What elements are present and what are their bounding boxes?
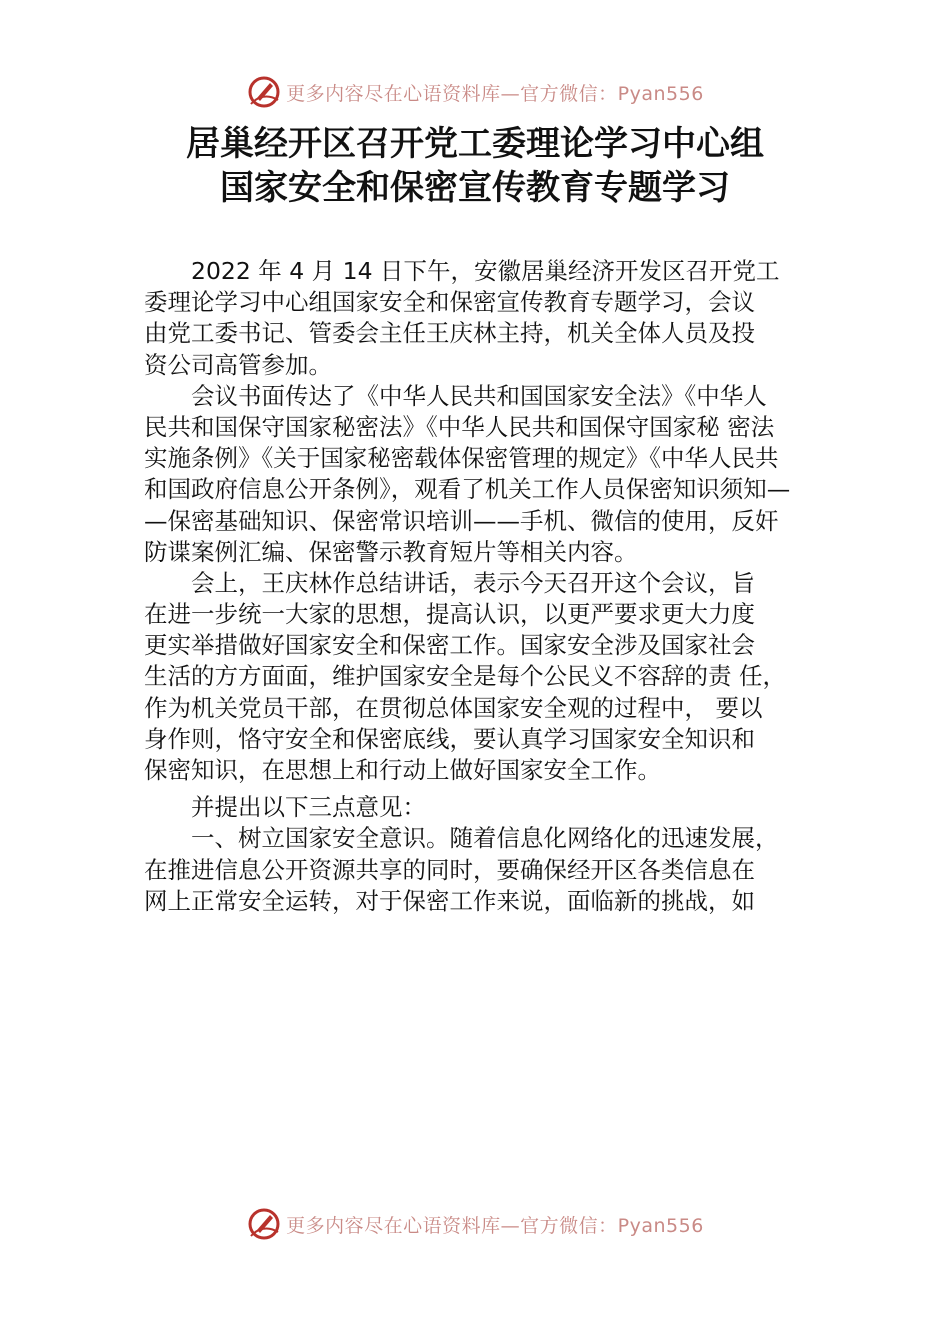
- watermark-wechat-id: Pyan556: [617, 82, 704, 105]
- paragraph-line: 并提出以下三点意见：: [144, 793, 426, 822]
- paragraph: [144, 823, 820, 917]
- header-watermark: [0, 72, 950, 112]
- title-line-1: 居巢经开区召开党工委理论学习中心组: [186, 124, 764, 164]
- paragraph: [144, 792, 820, 823]
- paragraph-line: 保密知识，在思想上和行动上做好国家安全工作。: [144, 756, 661, 784]
- paragraph-line: 会议书面传达了《中华人民共和国国家安全法》《中华人: [144, 381, 767, 410]
- paragraph: [144, 381, 820, 568]
- paragraph-line: 会上，王庆林作总结讲话，表示今天召开这个会议，旨: [144, 568, 755, 597]
- paragraph-line: 由党工委书记、管委会主任王庆林主持，机关全体人员及投: [144, 319, 755, 348]
- watermark-text: 更多内容尽在心语资料库—官方微信：Pyan556: [286, 1214, 704, 1237]
- watermark-text: 更多内容尽在心语资料库—官方微信：Pyan556: [286, 82, 704, 105]
- paragraph-line: 民共和国保守国家秘密法》《中华人民共和国保守国家秘 密法: [144, 412, 775, 441]
- watermark-logo-icon: [246, 74, 282, 110]
- paragraph: [144, 568, 820, 786]
- footer-watermark: [0, 1204, 950, 1244]
- paragraph-line: 更实举措做好国家安全和保密工作。国家安全涉及国家社会: [144, 631, 755, 660]
- paragraph-line: 防谍案例汇编、保密警示教育短片等相关内容。: [144, 537, 638, 566]
- title-line-2: 国家安全和保密宣传教育专题学习: [220, 168, 730, 208]
- paragraph-line: 资公司高管参加。: [144, 350, 332, 379]
- paragraph-line: 2022 年 4 月 14 日下午，安徽居巢经济开发区召开党工: [144, 257, 780, 285]
- watermark-wechat-id: Pyan556: [617, 1214, 704, 1237]
- paragraph-line: 委理论学习中心组国家安全和保密宣传教育专题学习，会议: [144, 288, 755, 317]
- paragraph-line: 在推进信息公开资源共享的同时，要确保经开区各类信息在: [144, 855, 755, 884]
- paragraph-line: —保密基础知识、保密常识培训——手机、微信的使用，反奸: [144, 506, 779, 535]
- paragraph-line: 网上正常安全运转，对于保密工作来说，面临新的挑战，如: [144, 886, 755, 915]
- watermark-logo-icon: [246, 1206, 282, 1242]
- paragraph-line: 和国政府信息公开条例》，观看了机关工作人员保密知识须知—: [144, 475, 791, 504]
- paragraph-line: 一、树立国家安全意识。随着信息化网络化的迅速发展，: [144, 824, 779, 853]
- paragraph-line: 身作则，恪守安全和保密底线，要认真学习国家安全知识和: [144, 724, 755, 753]
- document-title: [0, 122, 950, 210]
- document-body: [144, 256, 820, 917]
- paragraph-line: 作为机关党员干部，在贯彻总体国家安全观的过程中， 要以: [144, 693, 763, 722]
- paragraph-line: 实施条例》《关于国家秘密载体保密管理的规定》《中华人民共: [144, 444, 779, 473]
- paragraph-line: 生活的方方面面，维护国家安全是每个公民义不容辞的责 任，: [144, 662, 786, 691]
- paragraph: [144, 256, 820, 381]
- paragraph-line: 在进一步统一大家的思想，提高认识，以更严要求更大力度: [144, 600, 755, 629]
